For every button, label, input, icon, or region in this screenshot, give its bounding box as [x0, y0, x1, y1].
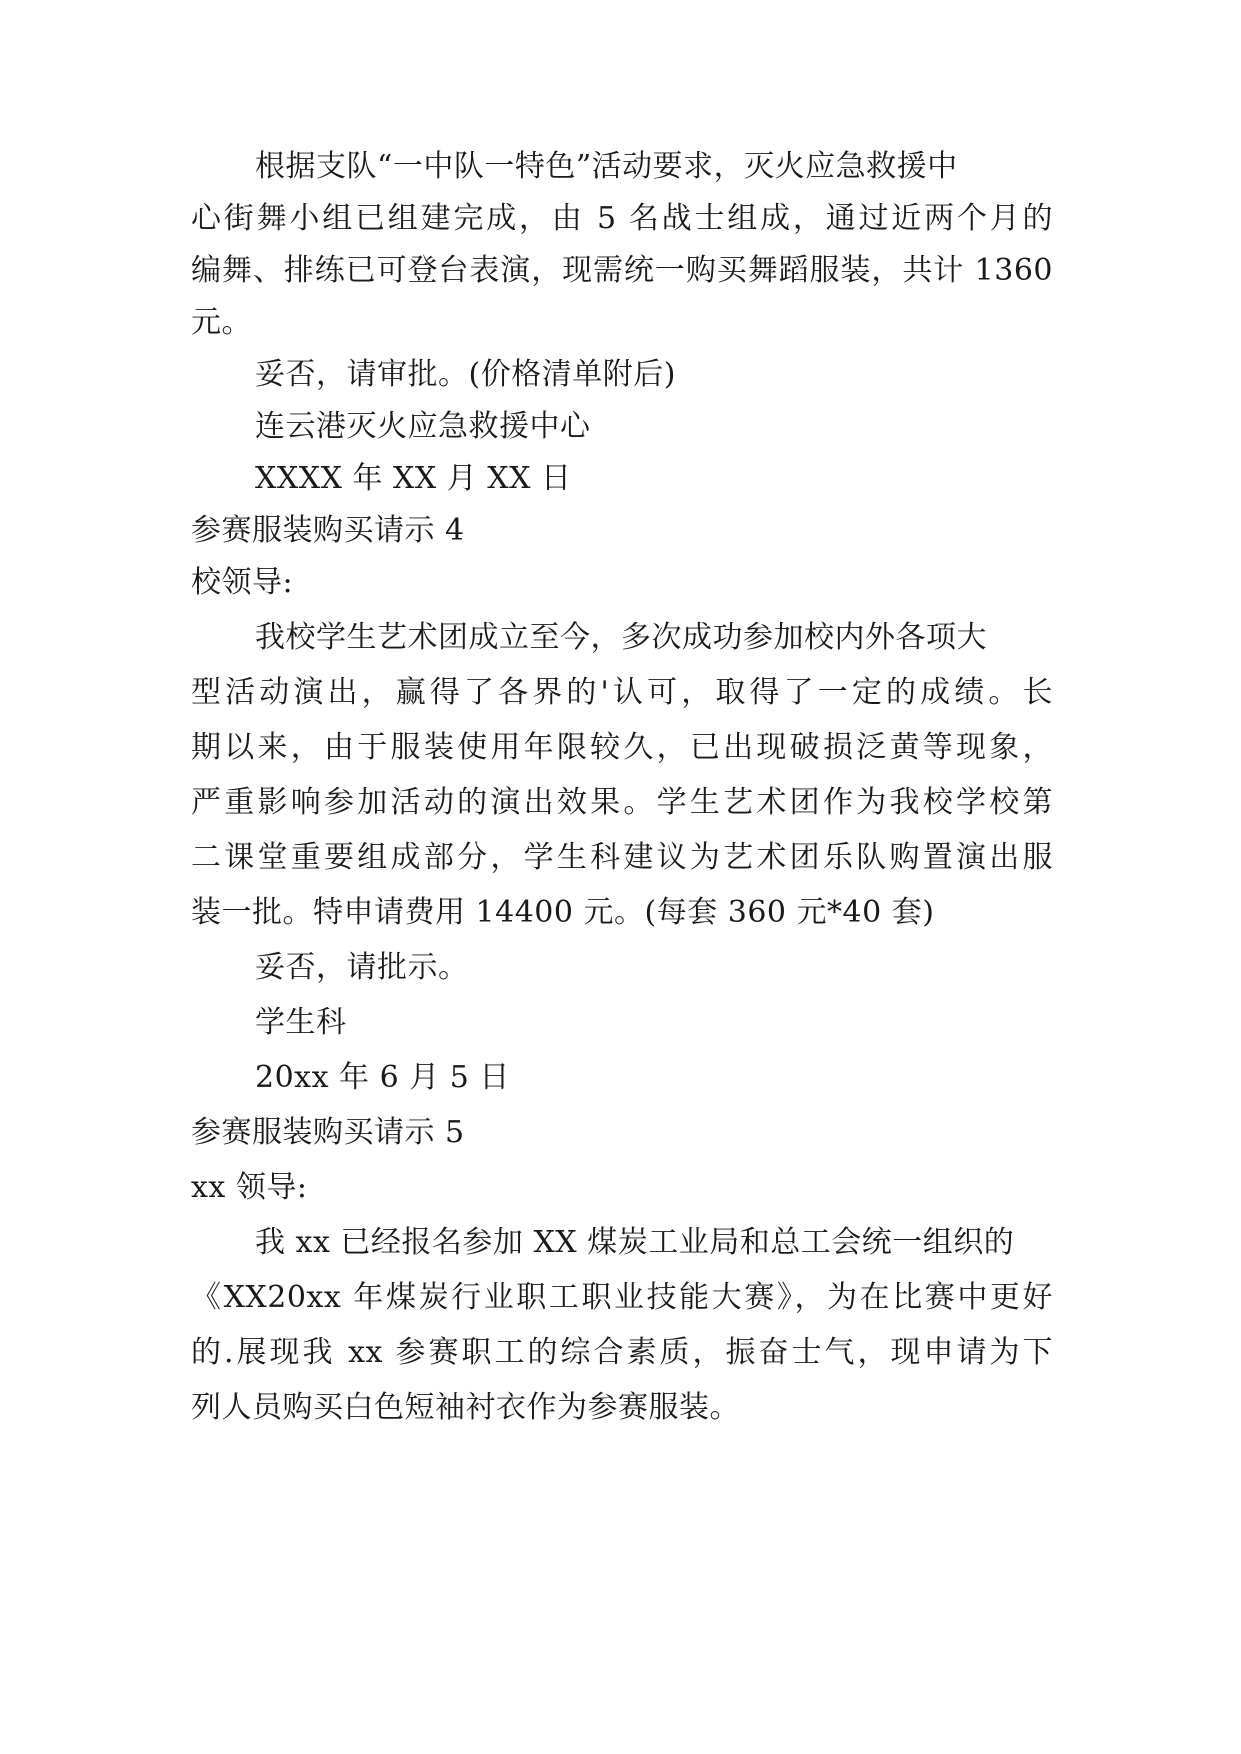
body-line: 期以来，由于服装使用年限较久，已出现破损泛黄等现象， — [191, 730, 1053, 765]
body-line: 装一批。特申请费用 14400 元。(每套 360 元*40 套) — [191, 895, 935, 930]
body-line: 的.展现我 xx 参赛职工的综合素质，振奋士气，现申请为下 — [191, 1335, 1053, 1370]
section-title: 参赛服装购买请示 5 — [191, 1115, 465, 1150]
sender-line: 学生科 — [255, 1005, 347, 1040]
body-line: 严重影响参加活动的演出效果。学生艺术团作为我校学校第 — [191, 785, 1053, 820]
closing-line: 妥否，请审批。(价格清单附后) — [255, 357, 676, 392]
closing-line: 妥否，请批示。 — [255, 950, 469, 985]
body-line: 列人员购买白色短袖衬衣作为参赛服装。 — [191, 1390, 740, 1425]
body-line: 《XX20xx 年煤炭行业职工职业技能大赛》，为在比赛中更好 — [191, 1280, 1053, 1315]
body-line: 我 xx 已经报名参加 XX 煤炭工业局和总工会统一组织的 — [255, 1225, 1015, 1260]
body-line: 根据支队“一中队一特色”活动要求，灭火应急救援中 — [255, 149, 958, 184]
body-line: 编舞、排练已可登台表演，现需统一购买舞蹈服装，共计 1360 — [191, 253, 1053, 288]
date-line: XXXX 年 XX 月 XX 日 — [255, 461, 572, 496]
sender-line: 连云港灭火应急救援中心 — [255, 409, 591, 444]
section-title: 参赛服装购买请示 4 — [191, 513, 465, 548]
body-line: 元。 — [191, 305, 252, 340]
body-line: 我校学生艺术团成立至今，多次成功参加校内外各项大 — [255, 620, 987, 655]
salutation: 校领导: — [191, 565, 294, 600]
date-line: 20xx 年 6 月 5 日 — [255, 1060, 510, 1095]
body-line: 二课堂重要组成部分，学生科建议为艺术团乐队购置演出服 — [191, 840, 1053, 875]
body-line: 心街舞小组已组建完成，由 5 名战士组成，通过近两个月的 — [191, 201, 1053, 236]
salutation: xx 领导: — [191, 1170, 308, 1205]
body-line: 型活动演出，赢得了各界的'认可，取得了一定的成绩。长 — [191, 675, 1053, 710]
